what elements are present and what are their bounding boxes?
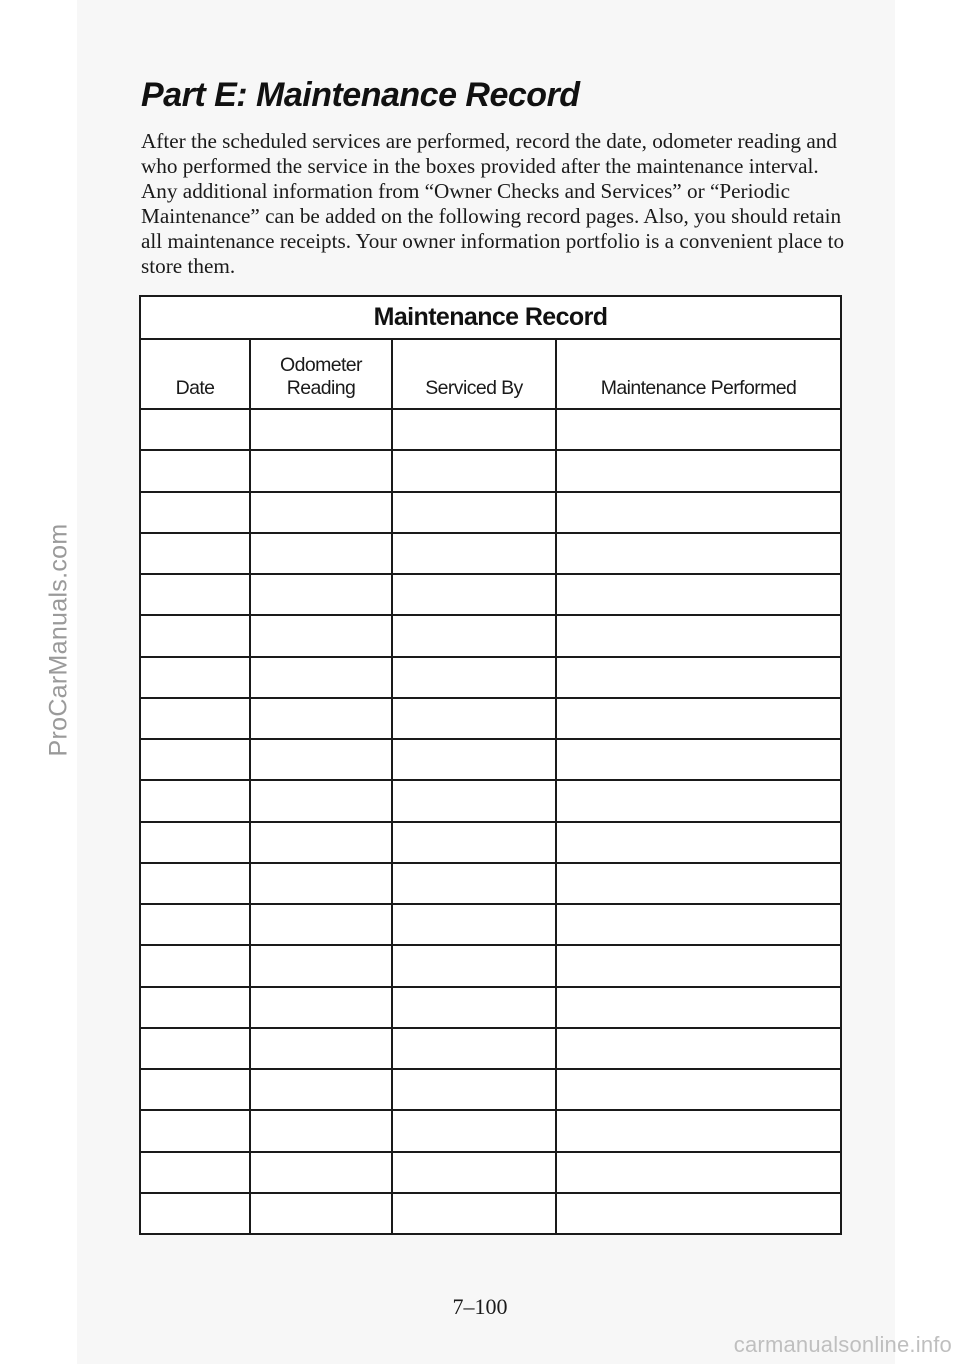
serviced-by-cell xyxy=(392,533,556,574)
maintenance-cell xyxy=(556,1069,841,1110)
table-row xyxy=(140,822,841,863)
side-watermark xyxy=(14,0,104,1364)
table-row xyxy=(140,1152,841,1193)
maintenance-record-table xyxy=(139,295,842,1235)
serviced-by-cell xyxy=(392,615,556,656)
table-row xyxy=(140,409,841,450)
column-header-date-label: Date xyxy=(175,377,215,399)
maintenance-cell xyxy=(556,987,841,1028)
date-cell xyxy=(140,945,250,986)
column-header-date xyxy=(140,339,250,409)
maintenance-cell xyxy=(556,1110,841,1151)
table-row xyxy=(140,904,841,945)
page-title: Part E: Maintenance Record xyxy=(141,76,580,114)
serviced-by-cell xyxy=(392,739,556,780)
odometer-cell xyxy=(250,863,392,904)
page-number: 7–100 xyxy=(452,1294,508,1319)
serviced-by-cell xyxy=(392,409,556,450)
maintenance-cell xyxy=(556,450,841,491)
table-header-row xyxy=(140,339,841,409)
odometer-cell xyxy=(250,822,392,863)
footer-watermark: carmanualsonline.info xyxy=(733,1332,952,1357)
date-cell xyxy=(140,1110,250,1151)
table-row xyxy=(140,1193,841,1234)
odometer-cell xyxy=(250,533,392,574)
date-cell xyxy=(140,1193,250,1234)
serviced-by-cell xyxy=(392,987,556,1028)
odometer-cell xyxy=(250,615,392,656)
odometer-cell xyxy=(250,574,392,615)
date-cell xyxy=(140,1152,250,1193)
odometer-cell xyxy=(250,780,392,821)
side-watermark-text: ProCarManuals.com xyxy=(44,523,73,757)
column-header-odometer-line2: Reading xyxy=(286,377,356,399)
table-row xyxy=(140,657,841,698)
date-cell xyxy=(140,863,250,904)
date-cell xyxy=(140,780,250,821)
table-row xyxy=(140,615,841,656)
date-cell xyxy=(140,987,250,1028)
date-cell xyxy=(140,574,250,615)
date-cell xyxy=(140,822,250,863)
column-header-maintenance-performed-label: Maintenance Performed xyxy=(600,377,797,399)
odometer-cell xyxy=(250,1110,392,1151)
odometer-cell xyxy=(250,1069,392,1110)
odometer-cell xyxy=(250,945,392,986)
serviced-by-cell xyxy=(392,904,556,945)
maintenance-cell xyxy=(556,1028,841,1069)
column-header-odometer-line1: Odometer xyxy=(280,354,362,376)
serviced-by-cell xyxy=(392,945,556,986)
date-cell xyxy=(140,739,250,780)
maintenance-cell xyxy=(556,409,841,450)
date-cell xyxy=(140,450,250,491)
maintenance-cell xyxy=(556,945,841,986)
table-body xyxy=(140,409,841,1234)
maintenance-cell xyxy=(556,574,841,615)
odometer-cell xyxy=(250,698,392,739)
serviced-by-cell xyxy=(392,822,556,863)
table-row xyxy=(140,863,841,904)
table-row xyxy=(140,1028,841,1069)
serviced-by-cell xyxy=(392,1069,556,1110)
serviced-by-cell xyxy=(392,1028,556,1069)
table-row xyxy=(140,780,841,821)
maintenance-cell xyxy=(556,822,841,863)
serviced-by-cell xyxy=(392,1152,556,1193)
date-cell xyxy=(140,904,250,945)
table-row xyxy=(140,1110,841,1151)
table-row xyxy=(140,450,841,491)
serviced-by-cell xyxy=(392,863,556,904)
maintenance-cell xyxy=(556,492,841,533)
date-cell xyxy=(140,1069,250,1110)
odometer-cell xyxy=(250,1193,392,1234)
serviced-by-cell xyxy=(392,1193,556,1234)
column-header-maintenance-performed xyxy=(556,339,841,409)
table-row xyxy=(140,945,841,986)
odometer-cell xyxy=(250,1028,392,1069)
maintenance-cell xyxy=(556,657,841,698)
table-row xyxy=(140,1069,841,1110)
serviced-by-cell xyxy=(392,492,556,533)
odometer-cell xyxy=(250,904,392,945)
date-cell xyxy=(140,533,250,574)
date-cell xyxy=(140,698,250,739)
serviced-by-cell xyxy=(392,450,556,491)
table-row xyxy=(140,739,841,780)
table-title: Maintenance Record xyxy=(140,296,841,339)
table-row xyxy=(140,987,841,1028)
column-header-odometer-reading xyxy=(250,339,392,409)
maintenance-cell xyxy=(556,780,841,821)
intro-paragraph: After the scheduled services are performed, record the date, odometer reading and who performed the service in the boxes provided after the maintenance interval. Any additional information from “Owner Checks and Services” or “Periodic Maintenance” can be added on the following record pages. Also, you should retain all maintenance receipts. Your owner information portfolio is a convenient place to store them. xyxy=(141,129,845,278)
serviced-by-cell xyxy=(392,780,556,821)
odometer-cell xyxy=(250,409,392,450)
date-cell xyxy=(140,492,250,533)
odometer-cell xyxy=(250,450,392,491)
maintenance-cell xyxy=(556,739,841,780)
table-row xyxy=(140,698,841,739)
odometer-cell xyxy=(250,739,392,780)
odometer-cell xyxy=(250,657,392,698)
maintenance-cell xyxy=(556,615,841,656)
serviced-by-cell xyxy=(392,657,556,698)
serviced-by-cell xyxy=(392,574,556,615)
maintenance-cell xyxy=(556,863,841,904)
table-row xyxy=(140,574,841,615)
maintenance-cell xyxy=(556,533,841,574)
date-cell xyxy=(140,1028,250,1069)
table-row xyxy=(140,533,841,574)
maintenance-cell xyxy=(556,698,841,739)
serviced-by-cell xyxy=(392,1110,556,1151)
maintenance-cell xyxy=(556,1193,841,1234)
table-row xyxy=(140,492,841,533)
odometer-cell xyxy=(250,987,392,1028)
maintenance-cell xyxy=(556,904,841,945)
serviced-by-cell xyxy=(392,698,556,739)
date-cell xyxy=(140,657,250,698)
maintenance-cell xyxy=(556,1152,841,1193)
date-cell xyxy=(140,409,250,450)
column-header-serviced-by-label: Serviced By xyxy=(425,377,523,399)
date-cell xyxy=(140,615,250,656)
column-header-serviced-by xyxy=(392,339,556,409)
odometer-cell xyxy=(250,492,392,533)
odometer-cell xyxy=(250,1152,392,1193)
